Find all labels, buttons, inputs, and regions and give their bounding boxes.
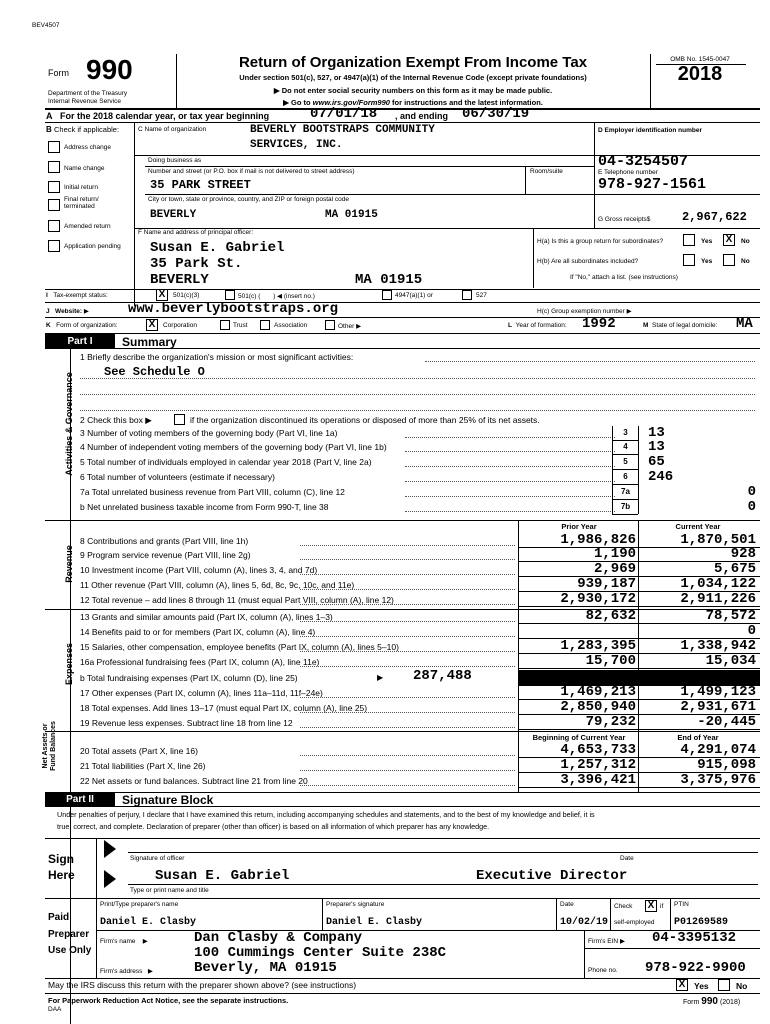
preparer-phone[interactable]: 978-922-9900 (645, 960, 746, 976)
discuss-yes-checkbox[interactable]: X (676, 979, 688, 991)
expense-line-15-label: 15 Salaries, other compensation, employee benefits (Part IX, column (A), lines 5–10) (80, 642, 399, 652)
form-reference: Form 990 (2018) (683, 996, 741, 1007)
phone-label: E Telephone number (598, 169, 658, 176)
expense-line-15-current-year[interactable]: 1,338,942 (680, 638, 756, 654)
irs-line: Internal Revenue Service (48, 98, 121, 105)
gov-line-label: 6 Total number of volunteers (estimate if necessary) (80, 472, 275, 482)
revenue-line-8-label: 8 Contributions and grants (Part VIII, line 1h) (80, 536, 249, 546)
firm-ein-label: Firm's EIN ▶ (588, 938, 625, 945)
net-assets-line-22-label: 22 Net assets or fund balances. Subtract line 21 from line 20 (80, 776, 308, 786)
expense-line-19-prior-year[interactable]: 79,232 (585, 714, 636, 730)
address-change-label: Address change (64, 144, 111, 151)
line-16b-label: b Total fundraising expenses (Part IX, column (D), line 25) (80, 673, 298, 683)
check-label: Check (614, 903, 633, 910)
net-assets-line-22-current-year[interactable]: 3,375,976 (680, 772, 756, 788)
line-l: L Year of formation: (508, 322, 567, 329)
net-assets-line-21-prior-year[interactable]: 1,257,312 (560, 757, 636, 773)
net-assets-line-20-prior-year[interactable]: 4,653,733 (560, 742, 636, 758)
ha-no-checkbox[interactable]: X (723, 234, 735, 246)
part1-title: Summary (122, 335, 177, 349)
line1-text: 1 Briefly describe the organization's mission or most significant activities: (80, 352, 354, 362)
part2-title: Signature Block (122, 793, 214, 807)
gov-line-value[interactable]: 13 (648, 425, 665, 441)
corporation-checkbox[interactable]: X (146, 319, 158, 331)
net-assets-line-21-current-year[interactable]: 915,098 (697, 757, 756, 773)
sign-arrow-2 (104, 870, 116, 888)
revenue-line-8-prior-year[interactable]: 1,986,826 (560, 532, 636, 548)
preparer-phone-label: Phone no. (588, 967, 618, 974)
state-of-domicile[interactable]: MA (736, 316, 753, 332)
discontinued-checkbox[interactable] (174, 414, 185, 425)
firm-ein[interactable]: 04-3395132 (652, 930, 737, 946)
firm-address-line2[interactable]: Beverly, MA 01915 (194, 960, 337, 976)
hb-question: H(b) Are all subordinates included? (537, 258, 639, 265)
here-label: Here (48, 868, 75, 882)
gov-line-number: 7a (612, 485, 638, 499)
officer-signature-label: Signature of officer (130, 855, 185, 862)
discuss-no-checkbox[interactable] (718, 979, 730, 991)
hb-no-checkbox[interactable] (723, 254, 735, 266)
dba-label: Doing business as (148, 157, 202, 164)
officer-title[interactable]: Executive Director (476, 868, 628, 884)
sign-label: Sign (48, 852, 74, 866)
line2-desc: if the organization discontinued its operations or disposed of more than 25% of its net assets. (190, 415, 540, 425)
expense-line-18-current-year[interactable]: 2,931,671 (680, 699, 756, 715)
and-ending-label: , and ending (395, 111, 448, 121)
department-line: Department of the Treasury (48, 90, 128, 97)
gov-line-number: 7b (612, 500, 638, 514)
expense-line-19-label: 19 Revenue less expenses. Subtract line 18 from line 12 (80, 718, 293, 728)
gov-line-label: 5 Total number of individuals employed in calendar year 2018 (Part V, line 2a) (80, 457, 372, 467)
principal-officer-city[interactable]: BEVERLY (150, 272, 209, 288)
line-a-text: For the 2018 calendar year, or tax year beginning (60, 111, 270, 121)
trust-checkbox[interactable] (220, 320, 230, 330)
revenue-line-11-current-year[interactable]: 1,034,122 (680, 576, 756, 592)
principal-officer-name[interactable]: Susan E. Gabriel (150, 240, 285, 256)
501c3-label: 501(c)(3) (173, 292, 200, 299)
name-change-label: Name change (64, 165, 105, 172)
part2-tag: Part II (66, 794, 94, 805)
ha-no-label: No (741, 238, 750, 245)
self-employed-label: self-employed (614, 919, 655, 926)
name-change-checkbox[interactable] (48, 161, 60, 173)
col-prior-year: Prior Year (561, 522, 597, 531)
side-label-governance: Activities & Governance (64, 372, 74, 476)
application-pending-label: Application pending (64, 243, 121, 250)
gross-receipts-value[interactable]: 2,967,622 (682, 210, 747, 224)
gov-line-value[interactable]: 0 (747, 484, 756, 500)
gov-line-number: 4 (612, 440, 638, 454)
expense-line-13-prior-year[interactable]: 82,632 (585, 608, 636, 624)
gov-line-label: 4 Number of independent voting members of the governing body (Part VI, line 1b) (80, 442, 387, 452)
preparer-date[interactable]: 10/02/19 (560, 917, 609, 928)
527-label: 527 (476, 292, 487, 299)
firm-address-line1[interactable]: 100 Cummings Center Suite 238C (194, 945, 447, 961)
expense-line-18-label: 18 Total expenses. Add lines 13–17 (must equal Part IX, column (A), line 25) (80, 703, 368, 713)
year-of-formation[interactable]: 1992 (582, 316, 616, 332)
501c-label: 501(c) ( ) ◀ (insert no.) (238, 293, 315, 300)
line-i: I Tax-exempt status: (46, 292, 108, 299)
ptin-label: PTIN (674, 901, 689, 908)
room-suite-label: Room/suite (530, 168, 563, 175)
gross-receipts-label: G Gross receipts$ (598, 216, 651, 223)
ssn-warning: ▶ Do not enter social security numbers on this form as it may be made public. (273, 86, 553, 95)
corporation-label: Corporation (163, 322, 197, 329)
line2-text: 2 Check this box ▶ (80, 415, 152, 425)
application-pending-checkbox[interactable] (48, 240, 60, 252)
final-return-checkbox[interactable] (48, 199, 60, 211)
net-assets-line-21-label: 21 Total liabilities (Part X, line 26) (80, 761, 206, 771)
tax-year: 2018 (677, 63, 723, 85)
col-end-of-year: End of Year (677, 733, 719, 742)
501c3-checkbox[interactable]: X (156, 289, 168, 301)
revenue-line-11-label: 11 Other revenue (Part VIII, column (A), lines 5, 6d, 8c, 9c, 10c, and 11e) (80, 580, 355, 590)
initial-return-label: Initial return (64, 184, 98, 191)
self-employed-checkbox[interactable]: X (645, 900, 657, 912)
discuss-yes-label: Yes (694, 981, 709, 991)
phone-value[interactable]: 978-927-1561 (598, 176, 707, 193)
revenue-line-9-current-year[interactable]: 928 (730, 546, 756, 562)
other-org-label: Other ▶ (338, 323, 362, 330)
gov-line-number: 3 (612, 426, 638, 440)
preparer-name[interactable]: Daniel E. Clasby (100, 917, 197, 928)
preparer-date-label: Date (560, 901, 574, 908)
revenue-line-12-label: 12 Total revenue – add lines 8 through 11 (must equal Part VIII, column (A), line 12) (80, 595, 394, 605)
final-return-label: Final return/ terminated (64, 196, 99, 210)
type-name-label: Type or print name and title (130, 887, 209, 894)
association-label: Association (274, 322, 308, 329)
org-name-label: C Name of organization (138, 126, 207, 133)
tax-year-begin[interactable]: 07/01/18 (310, 106, 378, 122)
line-a-label: A (46, 111, 53, 121)
gov-line-label: b Net unrelated business taxable income from Form 990-T, line 38 (80, 502, 329, 512)
section-b-title: B Check if applicable: (46, 125, 120, 134)
expense-line-14-current-year[interactable]: 0 (747, 623, 756, 639)
expense-line-14-label: 14 Benefits paid to or for members (Part IX, column (A), line 4) (80, 627, 316, 637)
city-label: City or town, state or province, country, and ZIP or foreign postal code (148, 196, 349, 203)
line-16b-arrow: ▶ (377, 673, 384, 682)
if-label: if (660, 903, 664, 910)
principal-officer-label: F Name and address of principal officer: (138, 229, 254, 236)
ha-yes-label: Yes (701, 238, 713, 245)
org-name-line1[interactable]: BEVERLY BOOTSTRAPS COMMUNITY (250, 124, 435, 136)
daa-label: DAA (48, 1006, 62, 1013)
website-value[interactable]: www.beverlybootstraps.org (128, 301, 339, 317)
col-current-year: Current Year (675, 522, 721, 531)
firm-name[interactable]: Dan Clasby & Company (194, 930, 363, 946)
perjury-declaration-2: true, correct, and complete. Declaration of preparer (other than officer) is based on all information of which preparer has any knowledge. (57, 822, 490, 831)
street-label: Number and street (or P.O. box if mail is not delivered to street address) (148, 168, 355, 175)
ha-question: H(a) Is this a group return for subordinates? (537, 238, 664, 245)
expense-line-17-current-year[interactable]: 1,499,123 (680, 684, 756, 700)
street-address[interactable]: 35 PARK STREET (150, 178, 251, 192)
revenue-line-12-current-year[interactable]: 2,911,226 (680, 591, 756, 607)
tax-year-end[interactable]: 06/30/19 (462, 106, 530, 122)
initial-return-checkbox[interactable] (48, 181, 60, 193)
perjury-declaration-1: Under penalties of perjury, I declare that I have examined this return, including accompanying schedules and statements, and to the best of my knowledge and belief, it is (57, 810, 595, 819)
principal-officer-street[interactable]: 35 Park St. (150, 256, 243, 272)
preparer-label: Preparer (48, 929, 90, 940)
revenue-line-8-current-year[interactable]: 1,870,501 (680, 532, 756, 548)
officer-date-label: Date (620, 855, 634, 862)
gov-line-label: 7a Total unrelated business revenue from Part VIII, column (C), line 12 (80, 487, 345, 497)
preparer-signature[interactable]: Daniel E. Clasby (326, 917, 423, 928)
expense-line-13-label: 13 Grants and similar amounts paid (Part IX, column (A), lines 1–3) (80, 612, 333, 622)
paperwork-notice: For Paperwork Reduction Act Notice, see the separate instructions. (48, 996, 289, 1005)
preparer-ptin[interactable]: P01269589 (674, 917, 729, 928)
amended-return-checkbox[interactable] (48, 220, 60, 232)
4947-checkbox[interactable] (382, 290, 392, 300)
expense-line-16-current-year[interactable]: 15,034 (705, 653, 756, 669)
principal-officer-state-zip[interactable]: MA 01915 (355, 272, 423, 288)
gov-line-value[interactable]: 13 (648, 439, 665, 455)
col-beginning: Beginning of Current Year (532, 733, 626, 742)
expense-line-16-label: 16a Professional fundraising fees (Part IX, column (A), line 11e) (80, 657, 320, 667)
line-j: J Website: ▶ (46, 308, 89, 315)
ein-value[interactable]: 04-3254507 (598, 153, 689, 170)
revenue-line-10-label: 10 Investment income (Part VIII, column (A), lines 3, 4, and 7d) (80, 565, 318, 575)
net-assets-line-22-prior-year[interactable]: 3,396,421 (560, 772, 636, 788)
expense-line-19-current-year[interactable]: -20,445 (697, 714, 756, 730)
net-assets-line-20-current-year[interactable]: 4,291,074 (680, 742, 756, 758)
irs-url[interactable]: www.irs.gov/Form990 (312, 98, 390, 107)
gov-line-value[interactable]: 246 (648, 469, 674, 485)
revenue-line-9-prior-year[interactable]: 1,190 (593, 546, 636, 562)
firm-address-label: Firm's address ▶ (100, 968, 153, 975)
form-title: Return of Organization Exempt From Income Tax (238, 54, 588, 71)
other-org-checkbox[interactable] (325, 320, 335, 330)
501c-checkbox[interactable] (225, 290, 235, 300)
expense-line-17-prior-year[interactable]: 1,469,213 (560, 684, 636, 700)
mission-value[interactable]: See Schedule O (104, 365, 205, 379)
use-only-label: Use Only (48, 945, 92, 956)
paid-label: Paid (48, 912, 70, 923)
line-k: K Form of organization: (46, 322, 118, 329)
trust-label: Trust (233, 322, 248, 329)
document-id: BEV4507 (32, 22, 60, 29)
firm-name-label: Firm's name ▶ (100, 938, 148, 945)
ha-yes-checkbox[interactable] (683, 234, 695, 246)
revenue-line-10-prior-year[interactable]: 2,969 (593, 561, 636, 577)
expense-line-13-current-year[interactable]: 78,572 (705, 608, 756, 624)
form-word: Form (48, 68, 69, 78)
association-checkbox[interactable] (260, 320, 270, 330)
gov-line-number: 6 (612, 470, 638, 484)
revenue-line-9-label: 9 Program service revenue (Part VIII, line 2g) (80, 550, 251, 560)
gov-line-label: 3 Number of voting members of the governing body (Part VI, line 1a) (80, 428, 338, 438)
preparer-name-label: Print/Type preparer's name (100, 901, 179, 908)
4947-label: 4947(a)(1) or (395, 292, 433, 299)
omb-number: OMB No. 1545-0047 (670, 56, 730, 63)
hb-yes-label: Yes (701, 258, 713, 265)
line-16b-value[interactable]: 287,488 (413, 668, 472, 684)
revenue-line-11-prior-year[interactable]: 939,187 (577, 576, 636, 592)
revenue-line-10-current-year[interactable]: 5,675 (713, 561, 756, 577)
preparer-signature-label: Preparer's signature (326, 901, 385, 908)
hb-no-label: No (741, 258, 750, 265)
gov-line-value[interactable]: 65 (648, 454, 665, 470)
side-label-expenses: Expenses (64, 642, 74, 686)
line-m: M State of legal domicile: (643, 322, 718, 329)
net-assets-line-20-label: 20 Total assets (Part X, line 16) (80, 746, 198, 756)
revenue-line-12-prior-year[interactable]: 2,930,172 (560, 591, 636, 607)
city[interactable]: BEVERLY (150, 209, 197, 221)
expense-line-17-label: 17 Other expenses (Part IX, column (A), lines 11a–11d, 11f–24e) (80, 688, 323, 698)
irs-discuss-question: May the IRS discuss this return with the preparer shown above? (see instructions) (48, 980, 357, 990)
org-name-line2[interactable]: SERVICES, INC. (250, 139, 343, 151)
sign-arrow-1 (104, 840, 116, 858)
state-zip[interactable]: MA 01915 (325, 209, 378, 221)
form-subtitle: Under section 501(c), 527, or 4947(a)(1) of the Internal Revenue Code (except private foundations) (239, 73, 587, 82)
discuss-no-label: No (736, 981, 748, 991)
hb-yes-checkbox[interactable] (683, 254, 695, 266)
ein-label: D Employer identification number (598, 127, 703, 134)
side-label-net-assets: Net Assets or Fund Balances (42, 721, 57, 771)
hb-note: If "No," attach a list. (see instructions) (570, 274, 678, 281)
side-label-revenue: Revenue (64, 545, 74, 583)
instructions-note: ▶ Go to www.irs.gov/Form990 for instructions and the latest information. (283, 98, 543, 107)
officer-name[interactable]: Susan E. Gabriel (155, 868, 290, 884)
amended-return-label: Amended return (64, 223, 111, 230)
expense-line-18-prior-year[interactable]: 2,850,940 (560, 699, 636, 715)
expense-line-16-prior-year[interactable]: 15,700 (585, 653, 636, 669)
gov-line-value[interactable]: 0 (747, 499, 756, 515)
address-change-checkbox[interactable] (48, 141, 60, 153)
part1-tag: Part I (67, 336, 93, 347)
gov-line-number: 5 (612, 455, 638, 469)
expense-line-15-prior-year[interactable]: 1,283,395 (560, 638, 636, 654)
527-checkbox[interactable] (462, 290, 472, 300)
hc-label: H(c) Group exemption number ▶ (537, 308, 632, 315)
form-number: 990 (86, 54, 133, 85)
